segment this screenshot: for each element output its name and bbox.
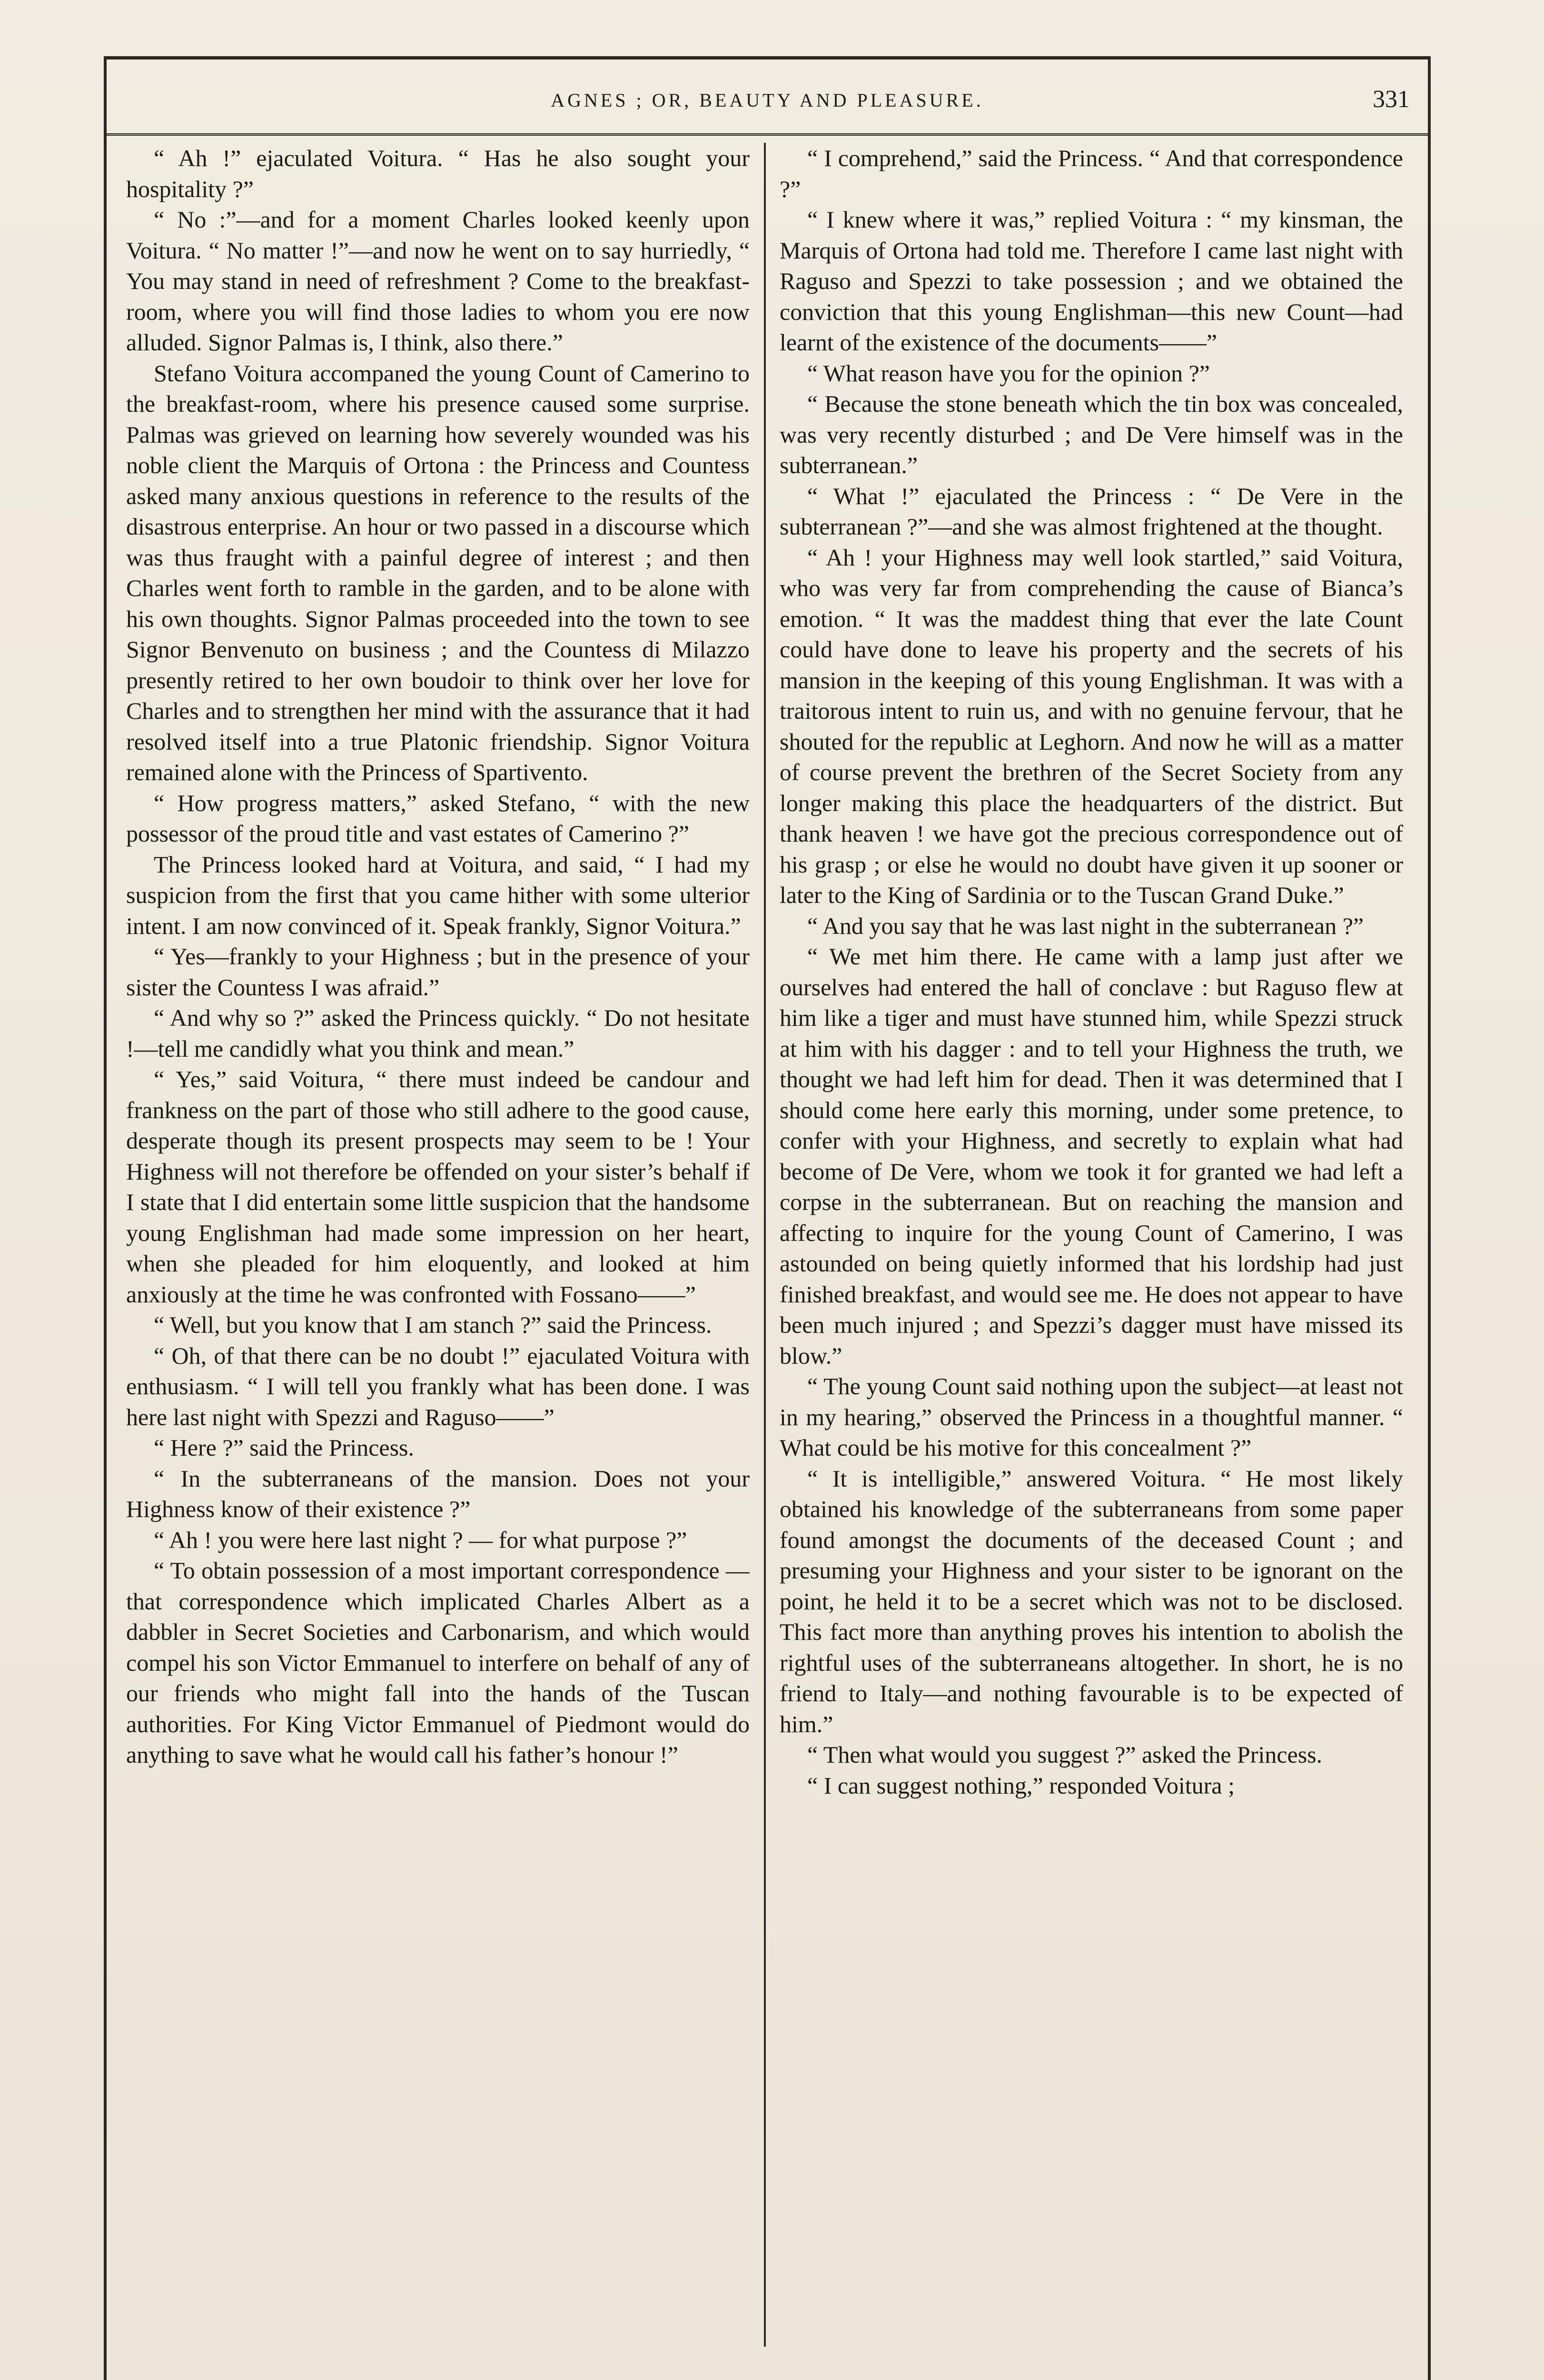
- paragraph: Stefano Voitura accompaned the young Count of Camerino to the breakfast-room, where his presence caused some surprise. Palmas was grieved on learning how severely wounded was his noble client the Marquis of Ortona : the Princess and Countess asked many anxious questions in reference to the results of the disastrous enterprise. An hour or two passed in a discourse which was thus fraught with a painful degree of interest ; and then Charles went forth to ramble in the garden, and to be alone with his own thoughts. Signor Palmas proceeded into the town to see Signor Benvenuto on business ; and the Countess di Milazzo presently retired to her own boudoir to think over her love for Charles and to strengthen her mind with the assurance that it had resolved itself into a true Platonic friendship. Signor Voitura remained alone with the Princess of Spartivento.: [126, 359, 750, 785]
- paragraph: “ Oh, of that there can be no doubt !” ejaculated Voitura with enthusiasm. “ I will tell you frankly what has been done. I was here last night with Spezzi and Raguso——”: [126, 1342, 750, 1430]
- header-rule: [104, 133, 1431, 136]
- paragraph: “ Yes—frankly to your Highness ; but in the presence of your sister the Countess I was afraid.”: [126, 943, 750, 1001]
- paragraph: “ It is intelligible,” answered Voitura. “ He most likely obtained his knowledge of the subterraneans from some paper found amongst the documents of the deceased Count ; and presuming your Highness and your sister to be ignorant on the point, he held it to be a secret which was not to be disclosed. This fact more than anything proves his intention to abolish the rightful uses of the subterraneans altogether. In short, he is no friend to Italy—and nothing favourable is to be expected of him.”: [780, 1465, 1403, 1737]
- paragraph: “ Yes,” said Voitura, “ there must indeed be candour and frankness on the part of those who still adhere to the good cause, desperate though its present prospects may seem to be ! Your Highness will not therefore be offended on your sister’s behalf if I state that I did entertain some little suspicion that the handsome young Englishman had made some impression on her heart, when she pleaded for him eloquently, and looked at him anxiously at the time he was confronted with Fossano——”: [126, 1066, 750, 1308]
- paragraph: “ Then what would you suggest ?” asked the Princess.: [807, 1741, 1323, 1768]
- page-header: [112, 83, 1422, 126]
- paragraph: “ We met him there. He came with a lamp just after we ourselves had entered the hall of conclave : but Raguso flew at him like a tiger and must have stunned him, while Spezzi struck at him with his dagger : and to tell your Highness the truth, we thought we had left him for dead. Then it was determined that I should come here early this morning, under some pretence, to confer with your Highness, and secretly to explain what had become of De Vere, whom we took it for granted we had left a corpse in the subterranean. But on reaching the mansion and affecting to inquire for the young Count of Camerino, I was astounded on being quietly informed that his lordship had just finished breakfast, and would see me. He does not appear to have been much injured ; and Spezzi’s dagger must have missed its blow.”: [780, 943, 1403, 1369]
- paragraph: “ The young Count said nothing upon the subject—at least not in my hearing,” observed the Princess in a thoughtful manner. “ What could be his motive for this concealment ?”: [780, 1373, 1403, 1461]
- paragraph: “ To obtain possession of a most important correspondence — that correspondence which implicated Charles Albert as a dabbler in Secret Societies and Carbonarism, and which would compel his son Victor Emmanuel to interfere on behalf of any of our friends who might fall into the hands of the Tuscan authorities. For King Victor Emmanuel of Piedmont would do anything to save what he would call his father’s honour !”: [126, 1557, 750, 1768]
- text-column-left: [126, 143, 750, 2342]
- paragraph: “ In the subterraneans of the mansion. Does not your Highness know of their existence ?”: [126, 1465, 750, 1522]
- running-title: AGNES ; OR, BEAUTY AND PLEASURE.: [551, 89, 984, 111]
- paragraph: “ I comprehend,” said the Princess. “ And that correspondence ?”: [780, 145, 1403, 202]
- paragraph: “ Because the stone beneath which the tin box was concealed, was very recently disturbed ; and De Vere himself was in the subterranean.”: [780, 390, 1403, 478]
- text-column-right: [780, 143, 1403, 2342]
- paragraph: “ What !” ejaculated the Princess : “ De Vere in the subterranean ?”—and she was almost frightened at the thought.: [780, 482, 1403, 540]
- paragraph: “ Ah !” ejaculated Voitura. “ Has he also sought your hospitality ?”: [126, 145, 750, 202]
- paragraph: “ And why so ?” asked the Princess quickly. “ Do not hesitate !—tell me candidly what you think and mean.”: [126, 1004, 750, 1062]
- page-number: 331: [1373, 86, 1410, 113]
- paragraph: “ What reason have you for the opinion ?”: [807, 359, 1210, 387]
- paragraph: “ No :”—and for a moment Charles looked keenly upon Voitura. “ No matter !”—and now he went on to say hurriedly, “ You may stand in need of refreshment ? Come to the breakfast-room, where you will find those ladies to whom you ere now alluded. Signor Palmas is, I think, also there.”: [126, 206, 750, 356]
- paragraph: “ Here ?” said the Princess.: [154, 1434, 414, 1461]
- paragraph: The Princess looked hard at Voitura, and said, “ I had my suspicion from the first that you came hither with some ulterior intent. I am now convinced of it. Speak frankly, Signor Voitura.”: [126, 851, 750, 939]
- paragraph: “ I can suggest nothing,” responded Voitura ;: [807, 1772, 1235, 1799]
- paragraph: “ How progress matters,” asked Stefano, “ with the new possessor of the proud title and vast estates of Camerino ?”: [126, 789, 750, 847]
- column-divider: [764, 143, 766, 2347]
- paragraph: “ Well, but you know that I am stanch ?” said the Princess.: [154, 1311, 712, 1338]
- paragraph: “ And you say that he was last night in the subterranean ?”: [807, 912, 1364, 939]
- paragraph: “ I knew where it was,” replied Voitura : “ my kinsman, the Marquis of Ortona had told me. Therefore I came last night with Raguso and Spezzi to take possession ; and we obtained the conviction that this young Englishman—this new Count—had learnt of the existence of the documents——”: [780, 206, 1403, 356]
- paragraph: “ Ah ! your Highness may well look startled,” said Voitura, who was very far from comprehending the cause of Bianca’s emotion. “ It was the maddest thing that ever the late Count could have done to leave his property and the secrets of his mansion in the keeping of this young Englishman. It was with a traitorous intent to ruin us, and with no genuine fervour, that he shouted for the republic at Leghorn. And now he will as a matter of course prevent the brethren of the Secret Society from any longer making this place the headquarters of the district. But thank heaven ! we have got the precious correspondence out of his grasp ; or else he would no doubt have given it up sooner or later to the King of Sardinia or to the Tuscan Grand Duke.”: [780, 544, 1403, 908]
- paragraph: “ Ah ! you were here last night ? — for what purpose ?”: [154, 1526, 687, 1553]
